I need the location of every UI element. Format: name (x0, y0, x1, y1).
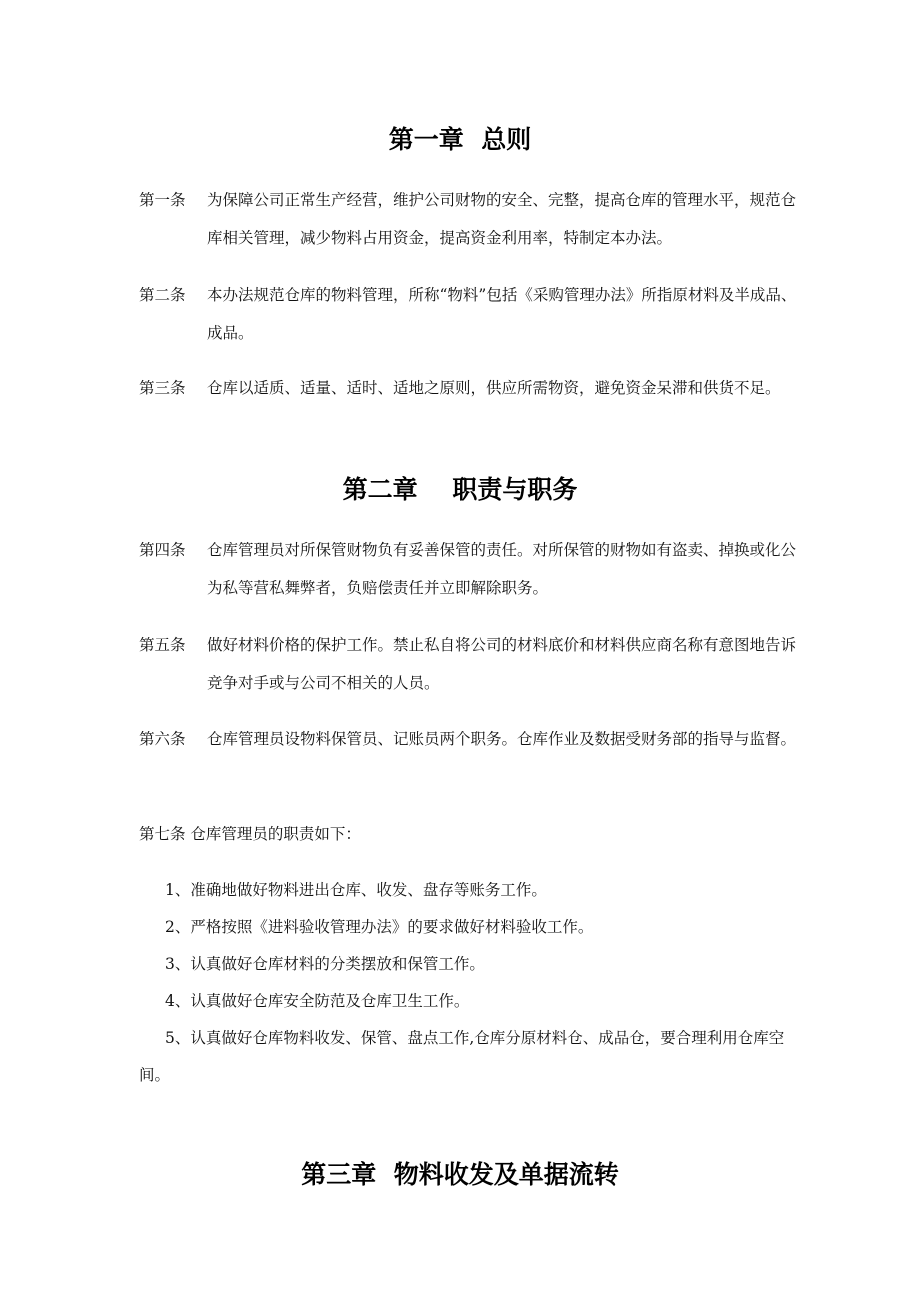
article-number: 第四条 (139, 541, 186, 559)
article-text: 仓库以适质、适量、适时、适地之原则，供应所需物资，避免资金呆滞和供货不足。 (207, 379, 781, 397)
article-2 (139, 276, 799, 352)
chapter-title-2: 第二章 职责与职务 (342, 475, 578, 504)
article-text: 做好材料价格的保护工作。禁止私自将公司的材料底价和材料供应商名称有意图地告诉竞争对手或与公司不相关的人员。 (207, 636, 797, 692)
article-1 (139, 181, 799, 257)
article-text: 为保障公司正常生产经营，维护公司财物的安全、完整，提高仓库的管理水平，规范仓库相关管理，减少物料占用资金，提高资金利用率，特制定本办法。 (207, 191, 797, 247)
article-7: 第七条 仓库管理员的职责如下： (139, 825, 361, 843)
duty-item-4: 4、认真做好仓库安全防范及仓库卫生工作。 (165, 992, 470, 1010)
duty-item-3: 3、认真做好仓库材料的分类摆放和保管工作。 (165, 955, 485, 973)
duty-item-5: 5、认真做好仓库物料收发、保管、盘点工作,仓库分原材料仓、成品仓，要合理利用仓库空间。 (139, 1029, 785, 1084)
article-6 (139, 720, 799, 758)
chapter-title-1: 第一章 总则 (388, 125, 532, 154)
article-number: 第五条 (139, 636, 186, 654)
article-number: 第二条 (139, 286, 186, 304)
chapter-title-3: 第三章 物料收发及单据流转 (301, 1160, 619, 1189)
duty-item-2: 2、严格按照《进料验收管理办法》的要求做好材料验收工作。 (165, 918, 594, 936)
article-text: 仓库管理员设物料保管员、记账员两个职务。仓库作业及数据受财务部的指导与监督。 (207, 730, 797, 748)
article-number: 第一条 (139, 191, 186, 209)
article-text: 本办法规范仓库的物料管理，所称“物料”包括《采购管理办法》所指原材料及半成品、成品。 (207, 286, 797, 342)
article-text: 仓库管理员对所保管财物负有妥善保管的责任。对所保管的财物如有盗卖、掉换或化公为私等营私舞弊者，负赔偿责任并立即解除职务。 (207, 541, 797, 597)
article-number: 第三条 (139, 379, 186, 397)
article-number: 第六条 (139, 730, 186, 748)
article-3 (139, 369, 799, 407)
article-4 (139, 531, 799, 607)
article-5 (139, 626, 799, 702)
duty-item-1: 1、准确地做好物料进出仓库、收发、盘存等账务工作。 (165, 881, 547, 899)
